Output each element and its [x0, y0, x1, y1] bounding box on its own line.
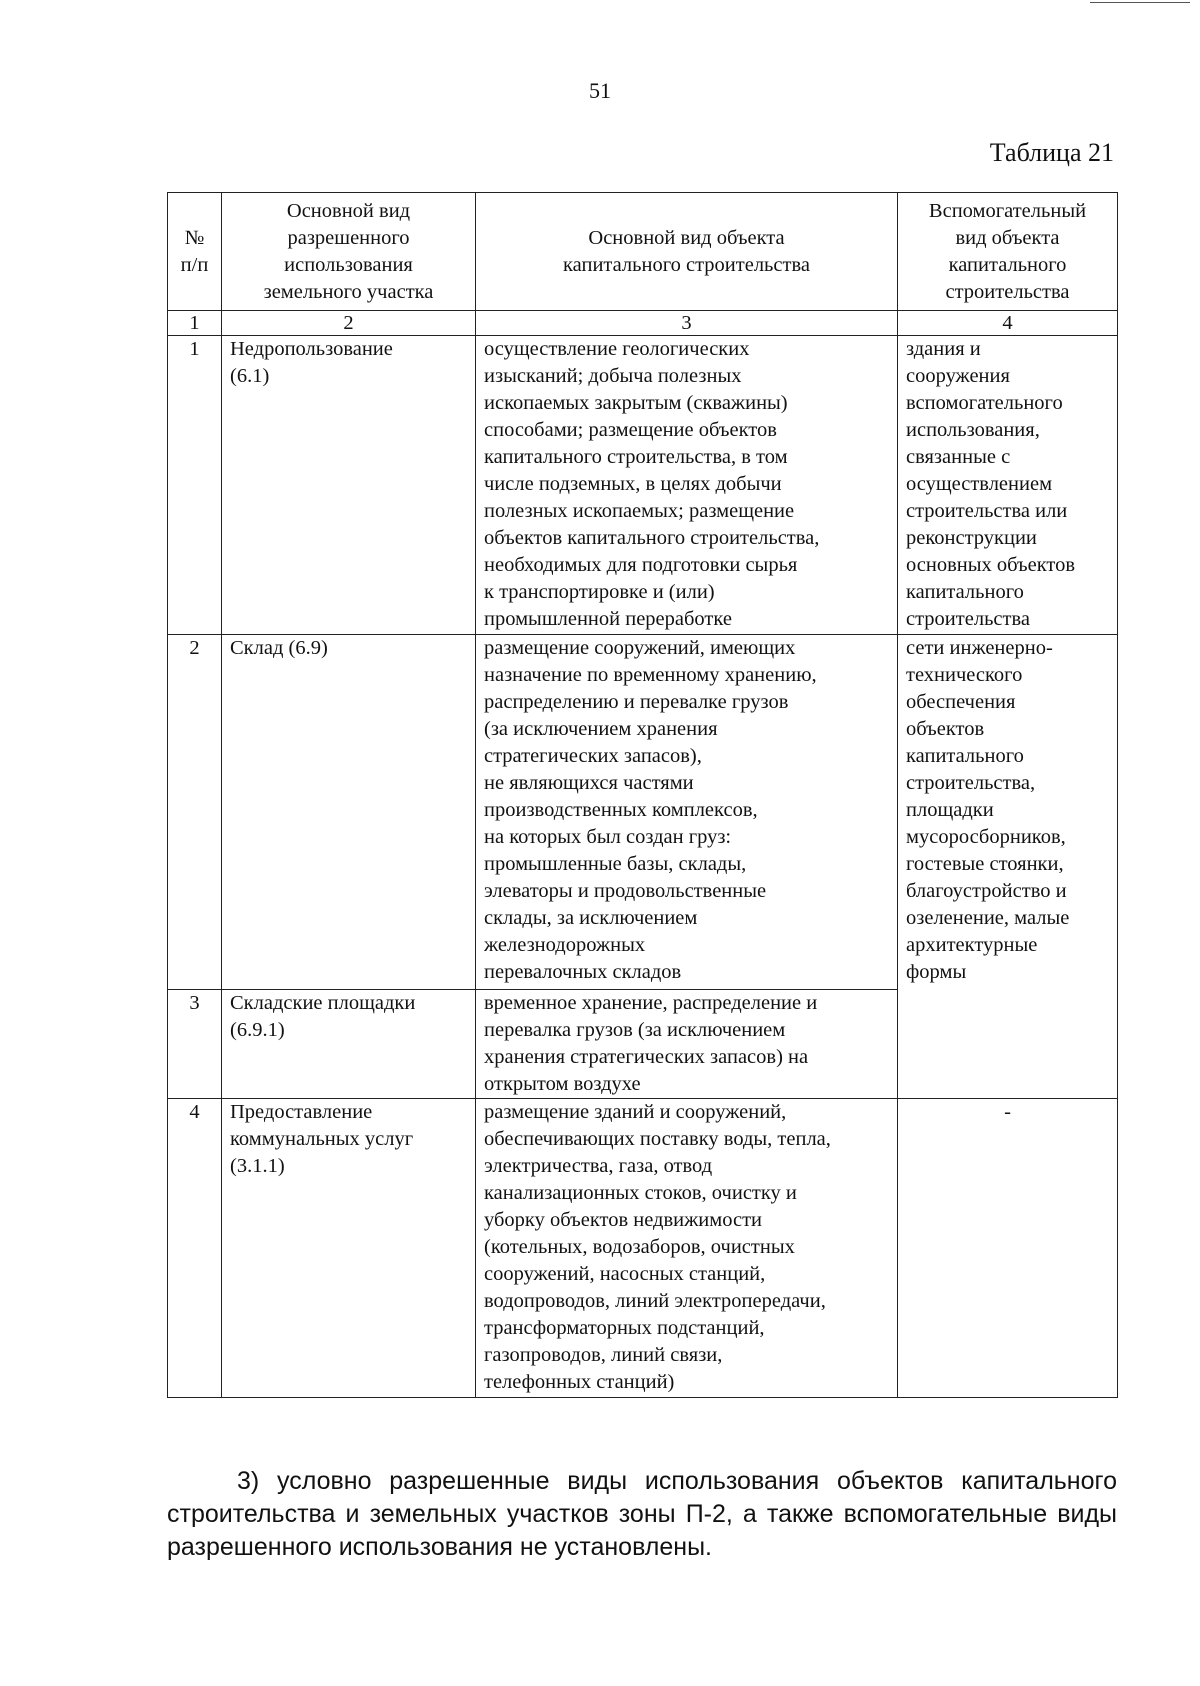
table-row: [168, 635, 1118, 990]
header-aux-object: [898, 193, 1118, 311]
land-use-text: Склад (6.9): [230, 637, 328, 659]
footer-paragraph: 3) условно разрешенные виды использования объектов капитального строительства и земельных участков зоны П-2, а также вспомогательные виды разрешенного использования не установлены.: [167, 1467, 1117, 1561]
aux-object-cell: [898, 635, 1118, 1099]
row-number: 4: [168, 1099, 222, 1398]
header-land-use: [222, 193, 476, 311]
header-land-use-text: Основной вид разрешенного использования земельного участка: [263, 199, 434, 303]
land-use-cell: [222, 336, 476, 635]
table-row: [168, 1099, 1118, 1398]
column-number: 1: [168, 311, 222, 336]
main-object-text: временное хранение, распределение и перевалка грузов (за исключением хранения стратегических запасов) на открытом воздухе: [484, 992, 818, 1095]
column-number: 3: [476, 311, 898, 336]
header-num-text: № п/п: [180, 226, 209, 276]
aux-object-cell: [898, 336, 1118, 635]
column-number: 4: [898, 311, 1118, 336]
row-number: 1: [168, 336, 222, 635]
table-header-row: [168, 193, 1118, 311]
land-use-text: Недропользование (6.1): [230, 338, 393, 387]
main-object-cell: [476, 635, 898, 990]
land-use-cell: [222, 635, 476, 990]
main-object-cell: [476, 990, 898, 1099]
aux-object-text: здания и сооружения вспомогательного использования, связанные с осуществлением строительства или реконструкции основных объектов капитального строительства: [906, 338, 1076, 630]
aux-object-cell: -: [898, 1099, 1118, 1398]
land-use-cell: [222, 990, 476, 1099]
table-caption: Таблица 21: [989, 138, 1114, 167]
main-object-cell: [476, 1099, 898, 1398]
table-row: [168, 336, 1118, 635]
header-num: [168, 193, 222, 311]
main-object-text: размещение зданий и сооружений, обеспечивающих поставку воды, тепла, электричества, газа, отвод канализационных стоков, очистку и уборку объектов недвижимости (котельных, водозаборов, очистных сооружений, насосных станций, водопроводов, линий электропередачи, трансформаторных подстанций, газопроводов, линий связи, телефонных станций): [484, 1101, 831, 1393]
main-object-text: осуществление геологических изысканий; добыча полезных ископаемых закрытым (скважины) способами; размещение объектов капитального строительства, в том числе подземных, в целях добычи полезных ископаемых; размещение объектов капитального строительства, необходимых для подготовки сырья к транспортировке и (или) промышленной переработке: [484, 338, 820, 630]
row-number: 2: [168, 635, 222, 990]
column-number-row: [168, 311, 1118, 336]
aux-object-text: сети инженерно- технического обеспечения объектов капитального строительства, площадки мусоросборников, гостевые стоянки, благоустройство и озеленение, малые архитектурные формы: [906, 637, 1070, 983]
scan-edge-line: [1090, 2, 1190, 3]
header-main-object-text: Основной вид объекта капитального строительства: [563, 226, 810, 276]
land-use-cell: [222, 1099, 476, 1398]
land-use-table: [167, 192, 1118, 1398]
land-use-text: Предоставление коммунальных услуг (3.1.1): [230, 1101, 414, 1177]
header-main-object: [476, 193, 898, 311]
row-number: 3: [168, 990, 222, 1099]
column-number: 2: [222, 311, 476, 336]
main-object-cell: [476, 336, 898, 635]
header-aux-object-text: Вспомогательный вид объекта капитального строительства: [928, 199, 1087, 303]
land-use-text: Складские площадки (6.9.1): [230, 992, 416, 1041]
main-object-text: размещение сооружений, имеющих назначение по временному хранению, распределению и перевалке грузов (за исключением хранения стратегических запасов), не являющихся частями производственных комплексов, на которых был создан груз: промышленные базы, склады, элеваторы и продовольственные склады, за исключением железнодорожных перевалочных складов: [484, 637, 817, 983]
page-number: 51: [589, 78, 611, 103]
